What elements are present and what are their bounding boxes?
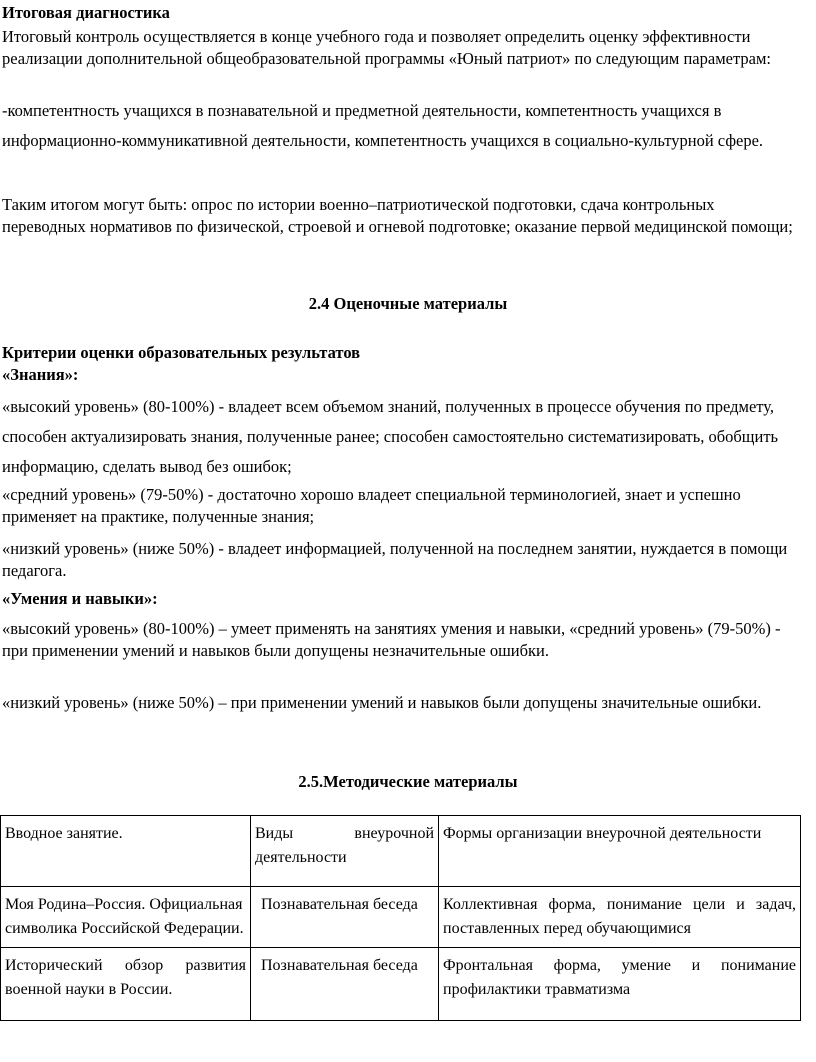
table-row <box>1 948 801 1021</box>
heading-final-diagnostics: Итоговая диагностика <box>2 3 170 22</box>
section-2-4-title: 2.4 Оценочные материалы <box>308 294 508 313</box>
table-cell: Фронтальная форма, умение и понимание профилактики травматизма <box>439 948 801 1021</box>
paragraph-competences: -компетентность учащихся в познавательной и предметной деятельности, компетентность учащихся в информационно-коммуникативной деятельности, компетентность учащихся в социально-культурной сфере. <box>2 101 764 150</box>
skills-low-level: «низкий уровень» (ниже 50%) – при применении умений и навыков были допущены значительные ошибки. <box>2 693 762 712</box>
table-header-row <box>1 816 801 887</box>
table-header-cell: Формы организации внеурочной деятельности <box>439 816 801 887</box>
skills-high-mid-level: «высокий уровень» (80-100%) – умеет применять на занятиях умения и навыки, «средний уровень» (79-50%) - при применении умений и навыков были допущены незначительные ошибки. <box>2 619 781 660</box>
knowledge-title: «Знания»: <box>2 365 79 384</box>
table-row <box>1 887 801 948</box>
paragraph-final-control: Итоговый контроль осуществляется в конце учебного года и позволяет определить оценку эффективности реализации дополнительной общеобразовательной программы «Юный патриот» по следующим параметрам: <box>2 27 771 68</box>
table-cell: Исторический обзор развития военной науки в России. <box>1 948 251 1021</box>
paragraph-results: Таким итогом могут быть: опрос по истории военно–патриотической подготовки, сдача контрольных переводных нормативов по физической, строевой и огневой подготовке; оказание первой медицинской помощи; <box>2 195 793 236</box>
section-2-5-title: 2.5.Методические материалы <box>298 772 518 791</box>
table-header-cell: Вводное занятие. <box>1 816 251 887</box>
table-header-cell: Виды внеурочной деятельности <box>251 816 439 887</box>
knowledge-mid-level: «средний уровень» (79-50%) - достаточно хорошо владеет специальной терминологией, знает и успешно применяет на практике, полученные знания; <box>2 485 741 526</box>
table-cell: Моя Родина–Россия. Официальная символика Российской Федерации. <box>1 887 251 948</box>
knowledge-high-level: «высокий уровень» (80-100%) - владеет всем объемом знаний, полученных в процессе обучения по предмету, способен актуализировать знания, полученные ранее; способен самостоятельно систематизировать, обобщить информацию, сделать вывод без ошибок; <box>2 397 779 476</box>
table-cell: Коллективная форма, понимание цели и задач, поставленных перед обучающимися <box>439 887 801 948</box>
knowledge-low-level: «низкий уровень» (ниже 50%) - владеет информацией, полученной на последнем занятии, нуждается в помощи педагога. <box>2 539 788 580</box>
table-cell: Познавательная беседа <box>251 948 439 1021</box>
skills-title: «Умения и навыки»: <box>2 589 158 608</box>
table-cell: Познавательная беседа <box>251 887 439 948</box>
methodical-materials-table <box>0 815 801 1021</box>
criteria-title: Критерии оценки образовательных результатов <box>2 343 361 362</box>
